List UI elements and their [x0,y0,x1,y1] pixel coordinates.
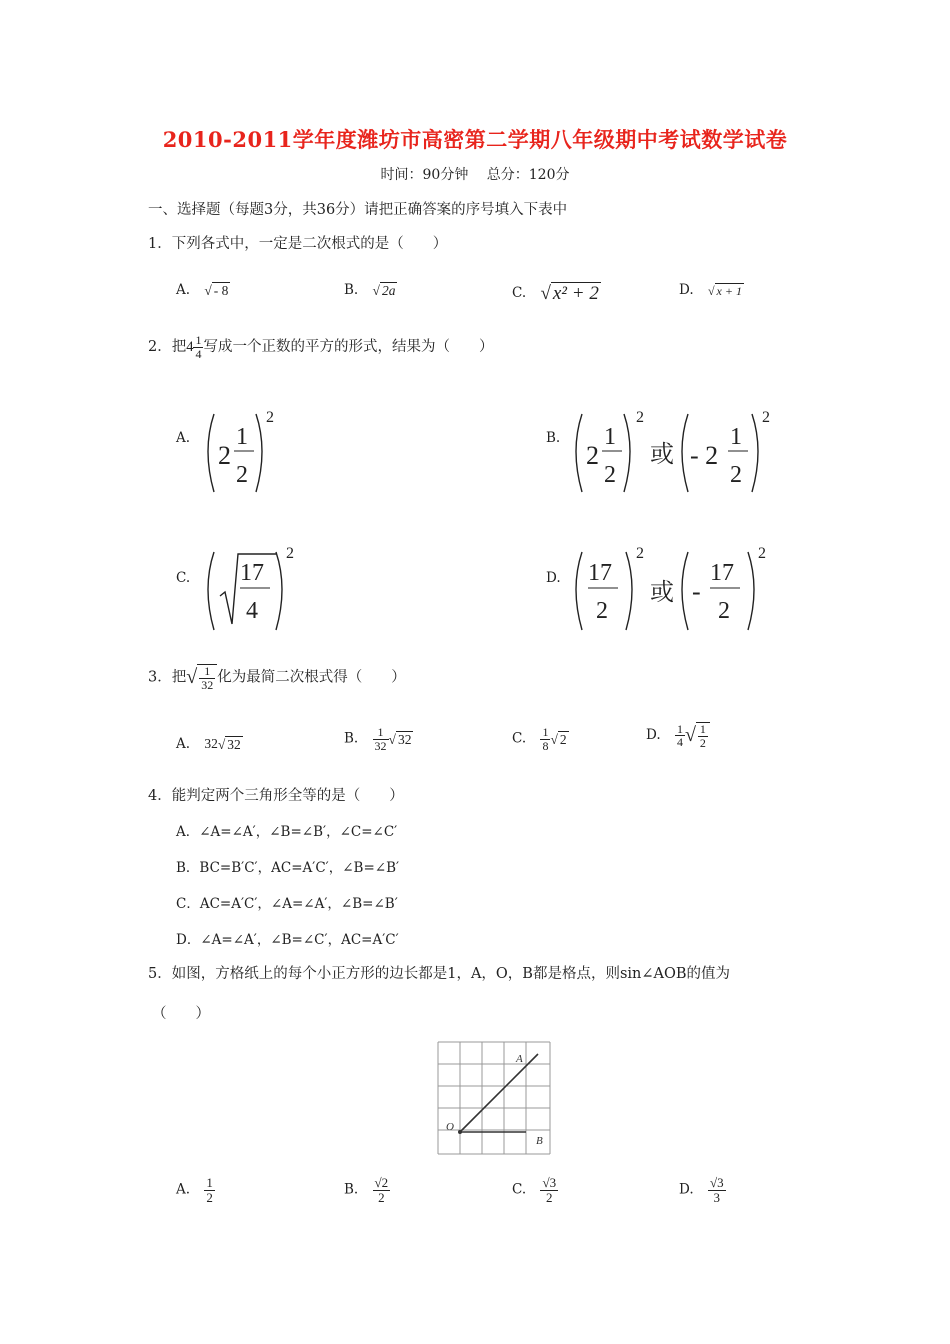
q1-option-b-label: B. [344,282,359,298]
svg-text:2: 2 [604,462,616,488]
q1-b-sqrt: √ 2a [372,283,396,298]
svg-text:2: 2 [730,462,742,488]
q3-option-a[interactable]: A. 32√ 32 [176,736,241,752]
svg-text:2: 2 [266,409,274,426]
svg-text:2: 2 [218,441,231,470]
svg-text:-: - [692,577,701,606]
question-4-stem: 4．能判定两个三角形全等的是（ ） [148,788,404,804]
q1-option-c-label: C. [512,285,527,301]
q1-a-sqrt: √ - 8 [204,283,229,298]
q1-c-sqrt: √ x² + 2 [540,283,599,304]
svg-text:2: 2 [636,409,644,426]
section-heading: 一、选择题（每题3分，共36分）请把正确答案的序号填入下表中 [148,202,568,218]
q2-option-b-expr [570,400,780,500]
q1-option-c[interactable] [512,282,601,305]
svg-text:B: B [536,1135,543,1147]
svg-text:1: 1 [604,424,616,450]
exam-info: 时间：90分钟 总分：120分 [380,167,570,183]
q2-option-d-expr [570,538,780,638]
q3-option-d[interactable]: D. $\frac{1}{4}$ √ $\frac{1}{2}$ [646,722,710,749]
q5-option-a[interactable]: A. $\frac{1}{2}$ [176,1175,213,1205]
q2-option-c-label[interactable]: C. [176,570,191,586]
q1-option-a-label: A. [176,282,191,298]
q3-option-c[interactable]: C. $\frac{1}{8}$ √ 2 [512,725,567,753]
question-3-stem: 3．把√ $\frac{1}{32}$ 化为最简二次根式得（ ） [148,664,406,692]
svg-text:17: 17 [588,560,612,586]
svg-text:17: 17 [710,560,734,586]
svg-text:2: 2 [286,545,294,562]
q2-option-b-label[interactable]: B. [546,430,561,446]
question-5-paren: （ ） [152,1006,210,1022]
svg-text:或: 或 [650,580,674,606]
q2-option-c-expr [200,538,310,638]
q1-d-sqrt: √ x + 1 [707,283,742,298]
svg-text:2: 2 [758,545,766,562]
svg-text:- 2: - 2 [690,441,719,470]
question-5-stem: 5．如图，方格纸上的每个小正方形的边长都是1，A，O，B都是格点，则sin∠AOB的值为 [148,966,731,982]
page-title: 2010-2011学年度潍坊市高密第二学期八年级期中考试数学试卷 [162,127,788,152]
q2-option-d-label[interactable]: D. [546,570,561,586]
question-2-stem: 2．把4 $\frac{1}{4}$ 写成一个正数的平方的形式，结果为（ ） [148,333,494,361]
grid-figure [436,1040,552,1156]
q4-option-b[interactable]: B．BC=B′C′，AC=A′C′，∠B=∠B′ [176,860,400,876]
q2-option-a-label[interactable]: A. [176,430,191,446]
svg-text:1: 1 [730,424,742,450]
svg-text:O: O [446,1121,454,1133]
svg-text:4: 4 [246,598,258,624]
q4-option-c[interactable]: C．AC=A′C′，∠A=∠A′，∠B=∠B′ [176,896,398,912]
q3-option-b[interactable]: B. $\frac{1}{32}$ √ 32 [344,725,412,753]
svg-text:2: 2 [596,598,608,624]
svg-text:或: 或 [650,442,674,468]
q1-option-d[interactable] [679,282,744,299]
q5-option-c[interactable]: C. $\frac{√3}{2}$ [512,1175,557,1205]
question-1-stem: 1．下列各式中，一定是二次根式的是（ ） [148,236,448,252]
q1-option-d-label: D. [679,282,694,298]
svg-text:2: 2 [236,462,248,488]
svg-text:2: 2 [586,441,599,470]
svg-text:2: 2 [636,545,644,562]
svg-text:A: A [516,1053,523,1065]
q4-option-d[interactable]: D．∠A=∠A′，∠B=∠C′，AC=A′C′ [176,932,399,948]
q2-option-a-expr [200,400,290,500]
svg-text:2: 2 [718,598,730,624]
svg-text:17: 17 [240,560,264,586]
q4-option-a[interactable]: A．∠A=∠A′，∠B=∠B′，∠C=∠C′ [176,824,398,840]
q5-option-d[interactable]: D. $\frac{√3}{3}$ [679,1175,724,1205]
svg-text:2: 2 [762,409,770,426]
q1-option-a[interactable] [176,282,230,299]
q1-option-b[interactable] [344,282,397,299]
q5-option-b[interactable]: B. $\frac{√2}{2}$ [344,1175,389,1205]
svg-text:1: 1 [236,424,248,450]
